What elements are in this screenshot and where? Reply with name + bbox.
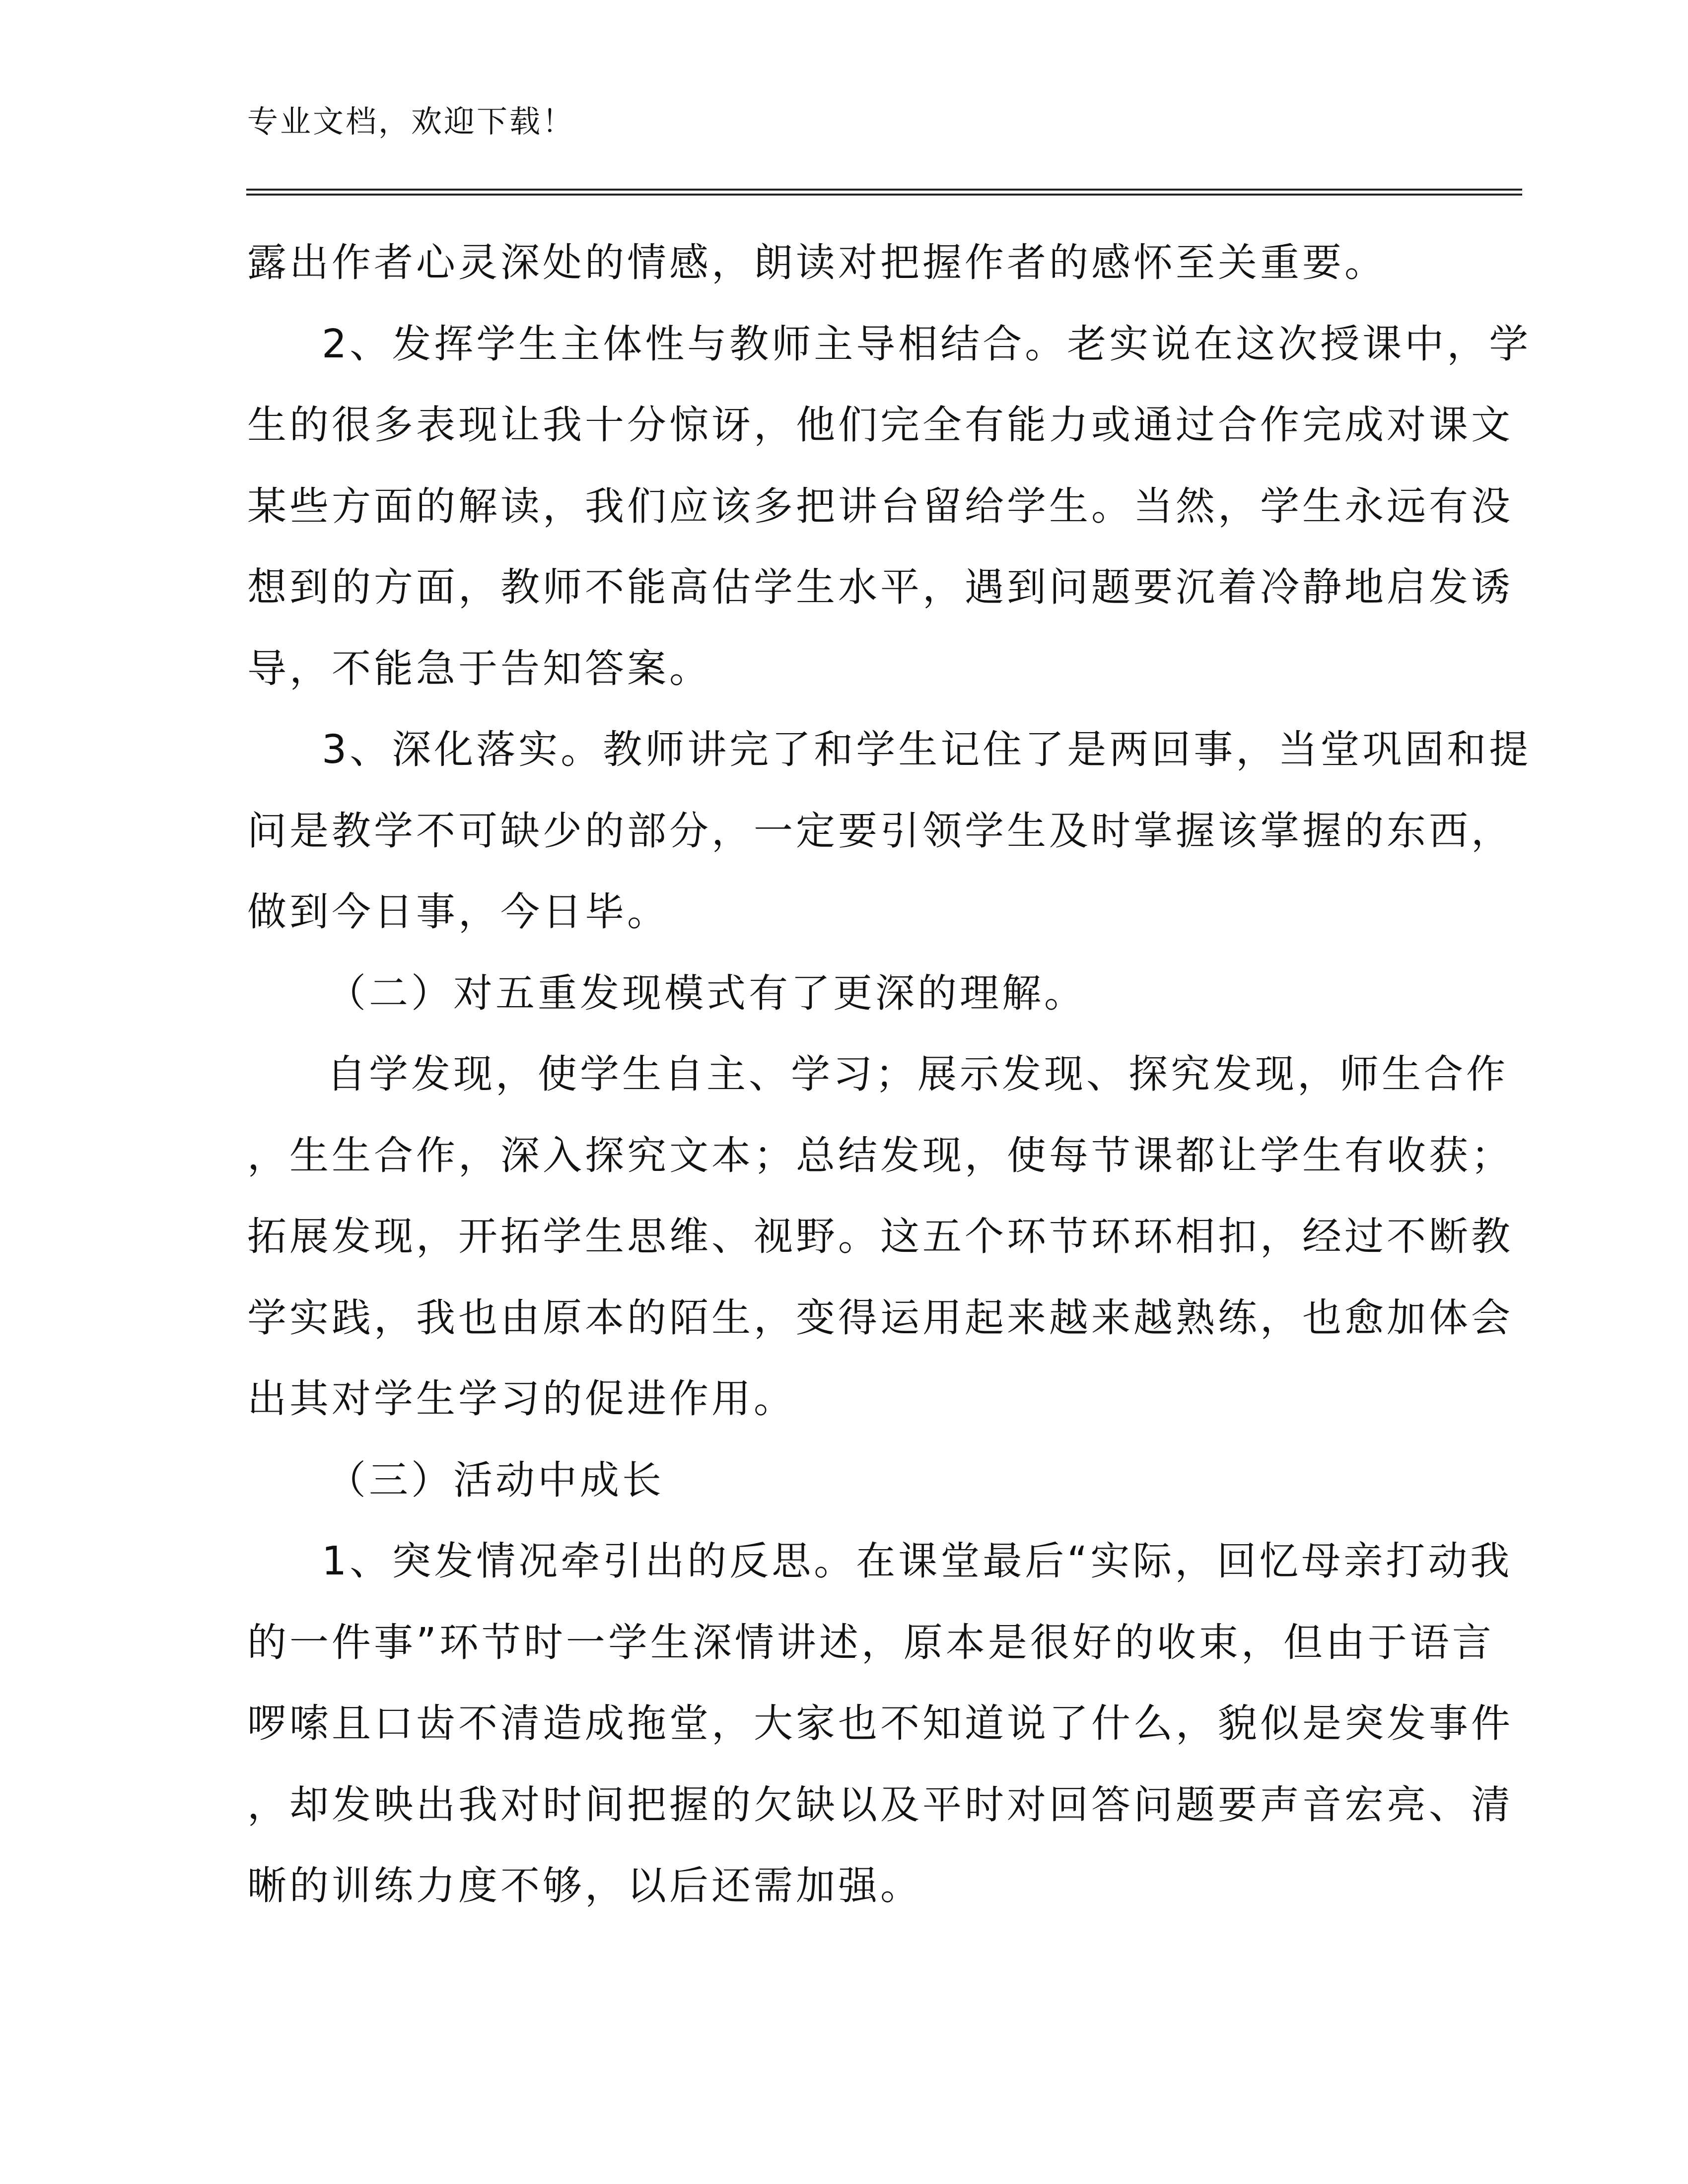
body-line: ，却发映出我对时间把握的欠缺以及平时对回答问题要声音宏亮、清 [247, 1781, 1513, 1828]
body-line: 学实践，我也由原本的陌生，变得运用起来越来越熟练，也愈加体会 [247, 1295, 1513, 1341]
document-body [247, 222, 1532, 1927]
body-line: 晰的训练力度不够，以后还需加强。 [247, 1863, 922, 1909]
body-line: 啰嗦且口齿不清造成拖堂，大家也不知道说了什么，貌似是突发事件 [247, 1701, 1513, 1746]
body-line: 自学发现，使学生自主、学习；展示发现、探究发现，师生合作 [327, 1051, 1508, 1097]
body-line: 做到今日事，今日毕。 [247, 889, 669, 935]
body-line: 问是教学不可缺少的部分，一定要引领学生及时掌握该掌握的东西， [247, 808, 1513, 854]
section-heading: （二）对五重发现模式有了更深的理解。 [327, 970, 1086, 1016]
body-line: 某些方面的解读，我们应该多把讲台留给学生。当然，学生永远有没 [247, 483, 1513, 529]
body-line: 拓展发现，开拓学生思维、视野。这五个环节环环相扣，经过不断教 [247, 1214, 1513, 1259]
body-line: 1、突发情况牵引出的反思。在课堂最后“实际，回忆母亲打动我 [322, 1538, 1513, 1584]
body-line: 露出作者心灵深处的情感，朗读对把握作者的感怀至关重要。 [247, 240, 1387, 285]
page-header-text: 专业文档，欢迎下载！ [247, 103, 575, 139]
body-line: 3、深化落实。教师讲完了和学生记住了是两回事，当堂巩固和提 [322, 727, 1532, 772]
body-line: ，生生合作，深入探究文本；总结发现，使每节课都让学生有收获； [247, 1132, 1513, 1178]
body-line: 2、发挥学生主体性与教师主导相结合。老实说在这次授课中，学 [322, 321, 1532, 367]
body-line: 的一件事”环节时一学生深情讲述，原本是很好的收束，但由于语言 [247, 1619, 1494, 1665]
body-line: 生的很多表现让我十分惊讶，他们完全有能力或通过合作完成对课文 [247, 402, 1513, 448]
body-line: 想到的方面，教师不能高估学生水平，遇到问题要沉着冷静地启发诱 [247, 564, 1513, 610]
body-line: 出其对学生学习的促进作用。 [247, 1376, 796, 1422]
header-double-rule [246, 189, 1522, 196]
body-line: 导，不能急于告知答案。 [247, 645, 711, 691]
section-heading: （三）活动中成长 [327, 1457, 664, 1503]
